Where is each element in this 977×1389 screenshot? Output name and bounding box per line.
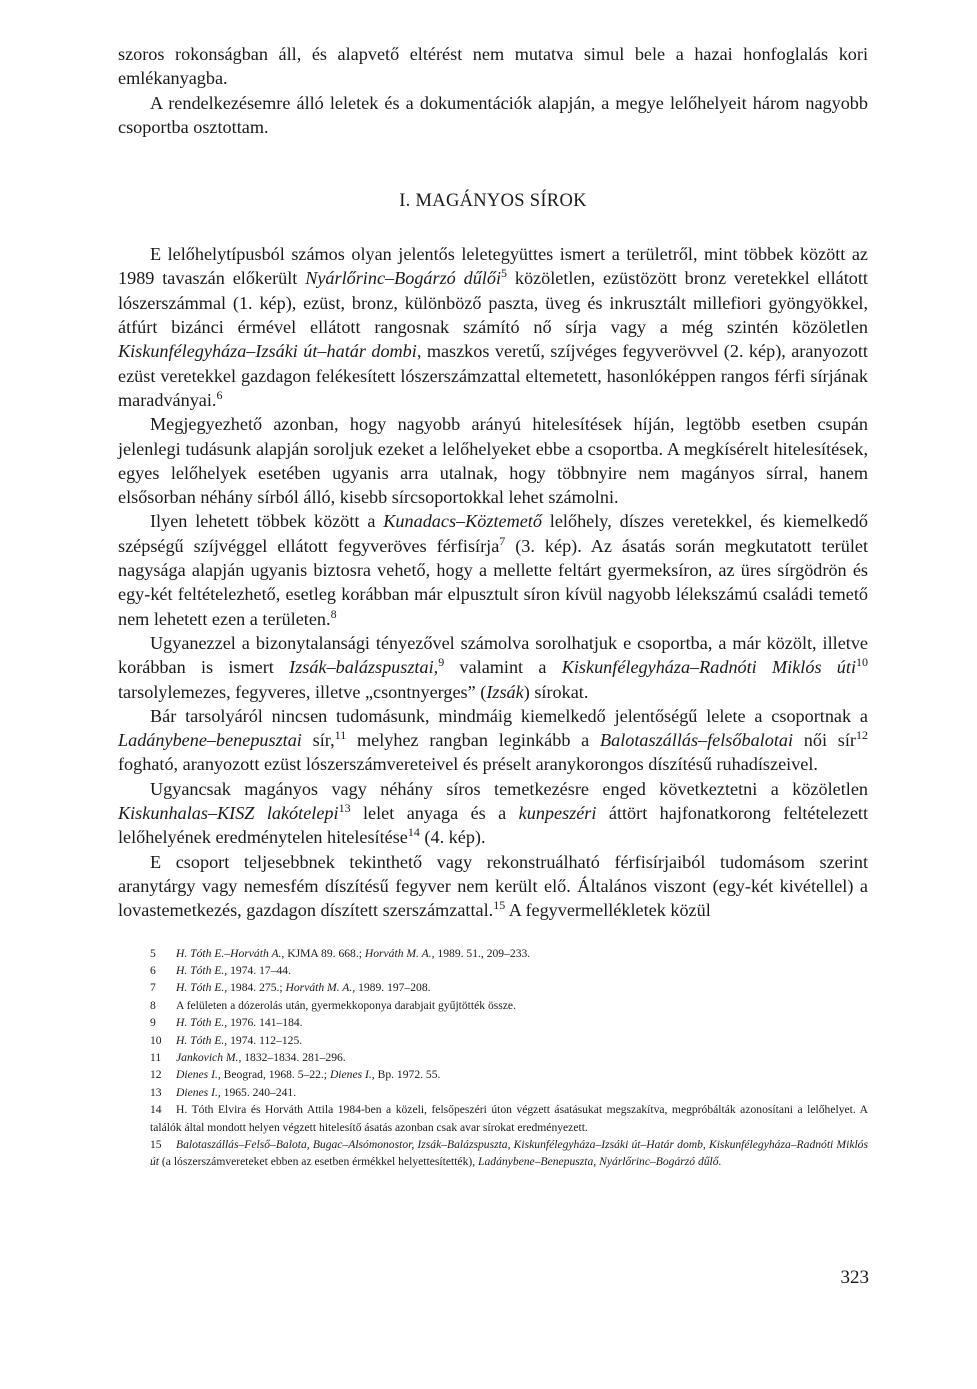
footnote bbox=[150, 1066, 868, 1083]
italic-text: Izsák–balázspusztai, bbox=[289, 657, 439, 678]
italic-text: Horváth M. A., bbox=[285, 981, 356, 995]
text-run: szoros rokonságban áll, és alapvető eltérést nem mutatva simul bele a hazai honfoglalás kori emlékanyagba. bbox=[118, 44, 868, 89]
text-run: 1989. 51., 209–233. bbox=[434, 946, 531, 960]
text-run: (4. kép). bbox=[419, 827, 486, 848]
footnote bbox=[150, 1049, 868, 1066]
text-run: női sír bbox=[793, 730, 856, 751]
section-title: I. MAGÁNYOS SÍROK bbox=[399, 191, 587, 212]
paragraph bbox=[118, 777, 868, 850]
italic-text: Ladánybene–benepusztai bbox=[118, 730, 302, 751]
footnote bbox=[150, 1101, 868, 1136]
italic-text: kunpeszéri bbox=[518, 803, 597, 824]
footnotes bbox=[118, 945, 868, 1171]
italic-text: Nyárlőrinc–Bogárzó dűlői bbox=[305, 268, 502, 289]
footnote-reference: 12 bbox=[856, 728, 868, 743]
footnote bbox=[150, 1014, 868, 1031]
page-number: 323 bbox=[840, 1267, 869, 1288]
footnote-number: 7 bbox=[150, 981, 156, 995]
text-run: Beograd, 1968. 5–22.; bbox=[220, 1068, 330, 1082]
text-run: valamint a bbox=[444, 657, 562, 678]
footnote-text bbox=[176, 1032, 868, 1049]
paragraph bbox=[118, 42, 868, 91]
footnote-number: 11 bbox=[150, 1050, 162, 1064]
text-run: 1974. 112–125. bbox=[227, 1033, 303, 1047]
text-run: tarsolylemezes, fegyveres, illetve „csontnyerges” ( bbox=[118, 681, 487, 702]
text-run: fogható, aranyozott ezüst lószerszámvereteivel és préselt aranykorongos díszítésű ruhadíszeivel. bbox=[118, 754, 818, 775]
text-run: (a lószerszámvereteket ebben az esetben érmékkel helyettesítették), bbox=[159, 1155, 479, 1169]
text-run: Ugyanezzel a bizonytalansági tényezővel számolva sorolhatjuk e csoportba, a már közölt, illetve korábban is ismert bbox=[118, 632, 868, 678]
footnote-text bbox=[176, 979, 868, 996]
paragraph bbox=[118, 631, 868, 704]
text-run: A felületen a dózerolás után, gyermekkoponya darabjait gyűjtötték össze. bbox=[176, 998, 516, 1012]
footnote-text bbox=[176, 1084, 868, 1101]
footnote bbox=[150, 997, 868, 1014]
text-run: áttört hajfonatkorong feltételezett lelőhelyének eredménytelen hitelesítése bbox=[118, 803, 868, 848]
footnote-reference: 6 bbox=[216, 387, 223, 402]
italic-text: Balotaszállás–Felső–Balota, Bugac–Alsómonostor, Izsák–Balázspuszta, Kiskunfélegyháza–Izsáki út–Határ domb, Kiskunfélegyháza–Radnóti Miklós út bbox=[150, 1137, 868, 1169]
text-run: E lelőhelytípusból számos olyan jelentős leletegyüttes ismert a területről, mint többek között az 1989 tavaszán előkerült bbox=[118, 244, 868, 289]
page bbox=[118, 42, 868, 1171]
text-run: H. Tóth Elvira és Horváth Attila 1984-ben a közeli, felsőpeszéri úton végzett ásatásukat megszakítva, megpróbálták azonosítani a lelőhelyet. A találók által mondott helyen végzett hitelesítő ásatás azonban csak avar sírokat eredményezett. bbox=[150, 1103, 868, 1134]
paragraph bbox=[118, 91, 868, 140]
paragraph bbox=[118, 704, 868, 777]
italic-text: Horváth M. A., bbox=[364, 946, 435, 960]
footnote-text bbox=[176, 1066, 868, 1083]
italic-text: Kiskunfélegyháza–Radnóti Miklós úti bbox=[561, 657, 856, 678]
footnote-number: 14 bbox=[150, 1103, 162, 1117]
footnote-reference: 11 bbox=[334, 728, 347, 743]
footnote bbox=[150, 979, 868, 996]
text-run: Ugyancsak magányos vagy néhány síros temetkezésre enged következtetni a közöletlen bbox=[150, 778, 868, 799]
text-run: Ilyen lehetett többek között a bbox=[150, 511, 384, 532]
footnote bbox=[150, 1084, 868, 1101]
text-run: 1989. 197–208. bbox=[355, 981, 431, 995]
italic-text: Dienes I., bbox=[176, 1068, 221, 1082]
text-run: KJMA 89. 668.; bbox=[284, 946, 365, 960]
footnote bbox=[150, 1032, 868, 1049]
footnote-text bbox=[176, 945, 868, 962]
footnote-reference: 14 bbox=[407, 825, 420, 840]
italic-text: H. Tóth E.–Horváth A., bbox=[176, 946, 285, 960]
italic-text: H. Tóth E., bbox=[176, 1016, 228, 1030]
italic-text: Izsák bbox=[486, 681, 524, 702]
text-run: A rendelkezésemre álló leletek és a dokumentációk alapján, a megye lelőhelyeit három nagyobb csoportba osztottam. bbox=[118, 92, 868, 137]
footnote-reference: 8 bbox=[330, 606, 337, 621]
text-run: lelet anyaga és a bbox=[350, 803, 519, 824]
footnote-number: 8 bbox=[150, 998, 156, 1012]
italic-text: Ladánybene–Benepuszta, Nyárlőrinc–Bogárzó dűlő. bbox=[478, 1155, 722, 1169]
body-text bbox=[118, 42, 868, 923]
text-run: 1974. 17–44. bbox=[227, 963, 291, 977]
footnote-reference: 9 bbox=[438, 655, 445, 670]
paragraph bbox=[118, 242, 868, 412]
footnote bbox=[150, 945, 868, 962]
text-run: ) sírokat. bbox=[523, 681, 589, 702]
footnote bbox=[150, 962, 868, 979]
italic-text: Balotaszállás–felsőbalotai bbox=[600, 730, 794, 751]
text-run: lelőhely, díszes veretekkel, és kiemelkedő szépségű szíjvéggel ellátott fegyveröves férfisírja bbox=[118, 511, 868, 556]
italic-text: Kunadacs–Köztemető bbox=[383, 511, 542, 532]
footnote-reference: 13 bbox=[338, 800, 351, 815]
text-run: sír, bbox=[301, 730, 335, 751]
text-run: Megjegyezhető azonban, hogy nagyobb arányú hitelesítések híján, legtöbb esetben csupán jelenlegi tudásunk alapján soroljuk ezeket a lelőhelyeket ebbe a csoportba. A megkísérelt hitelesítések, egyes lelőhelyek esetében ugyanis arra utalnak, hogy többnyire nem magányos sírral, hanem elsősorban néhány sírból álló, kisebb sírcsoportokkal lehet számolni. bbox=[118, 414, 868, 508]
footnote bbox=[150, 1136, 868, 1171]
italic-text: Jankovich M., bbox=[176, 1050, 242, 1064]
italic-text: Kiskunhalas–KISZ lakótelepi bbox=[118, 803, 339, 824]
text-run: Bp. 1972. 55. bbox=[374, 1068, 441, 1082]
footnote-text bbox=[176, 997, 868, 1014]
footnote-number: 15 bbox=[150, 1137, 162, 1151]
footnote-reference: 7 bbox=[499, 533, 506, 548]
text-run: 1976. 141–184. bbox=[227, 1016, 303, 1030]
italic-text: H. Tóth E., bbox=[176, 981, 228, 995]
footnote-number: 13 bbox=[150, 1085, 162, 1099]
text-run: Bár tarsolyáról nincsen tudomásunk, mindmáig kiemelkedő jelentőségű lelete a csoportnak a bbox=[150, 705, 868, 726]
text-run: 1832–1834. 281–296. bbox=[241, 1050, 346, 1064]
text-run: E csoport teljesebbnek tekinthető vagy rekonstruálható férfisírjaiból tudomásom szerint aranytárgy vagy nemesfém díszítésű fegyver nem került elő. Általános viszont (egy-két kivétellel) a lovastemetkezés, gazdagon díszített szerszámzattal. bbox=[118, 851, 868, 921]
footnote-text bbox=[176, 962, 868, 979]
footnote-reference: 15 bbox=[493, 898, 506, 913]
italic-text: Dienes I., bbox=[329, 1068, 375, 1082]
footnote-reference: 5 bbox=[501, 266, 508, 281]
paragraph bbox=[118, 850, 868, 923]
footnote-reference: 10 bbox=[856, 655, 868, 670]
italic-text: Kiskunfélegyháza–Izsáki út–határ dombi, bbox=[118, 341, 422, 362]
text-run: 1965. 240–241. bbox=[220, 1085, 297, 1099]
text-run: (3. kép). Az ásatás során megkutatott terület nagysága alapján ugyanis biztosra vehető, hogy a mellette feltárt gyermeksíron, az üres sírgödrön és egy-két feltételezhető, esetleg korábban már elpusztult síron kívül nagyobb lélekszámú családi temető nem lehetett ezen a területen. bbox=[118, 535, 868, 629]
footnote-number: 9 bbox=[150, 1016, 156, 1030]
text-run: melyhez rangban leginkább a bbox=[346, 730, 601, 751]
footnote-number: 12 bbox=[150, 1068, 162, 1082]
text-run: 1984. 275.; bbox=[227, 981, 286, 995]
text-run: közöletlen, ezüstözött bronz veretekkel ellátott lószerszámmal (1. kép), ezüst, bronz, különböző paszta, üveg és inkrusztált millefiori gyöngyökkel, átfúrt bizánci érmével ellátott rangosnak számító nő sírja vagy a még szintén közöletlen bbox=[118, 268, 868, 338]
footnote-number: 6 bbox=[150, 963, 156, 977]
footnote-number: 10 bbox=[150, 1033, 162, 1047]
footnote-text bbox=[176, 1049, 868, 1066]
footnote-number: 5 bbox=[150, 946, 156, 960]
italic-text: Dienes I., bbox=[176, 1085, 221, 1099]
text-run: maszkos veretű, szíjvéges fegyverövvel (2. kép), aranyozott ezüst veretekkel gazdagon felékesített lószerszámzattal eltemetett, hasonlóképpen rangos férfi sírjának maradványai. bbox=[118, 341, 868, 410]
paragraph bbox=[118, 509, 868, 630]
footnote-text bbox=[176, 1014, 868, 1031]
paragraph bbox=[118, 412, 868, 509]
text-run: A fegyvermellékletek közül bbox=[505, 900, 711, 921]
italic-text: H. Tóth E., bbox=[176, 1033, 228, 1047]
italic-text: H. Tóth E., bbox=[176, 963, 228, 977]
